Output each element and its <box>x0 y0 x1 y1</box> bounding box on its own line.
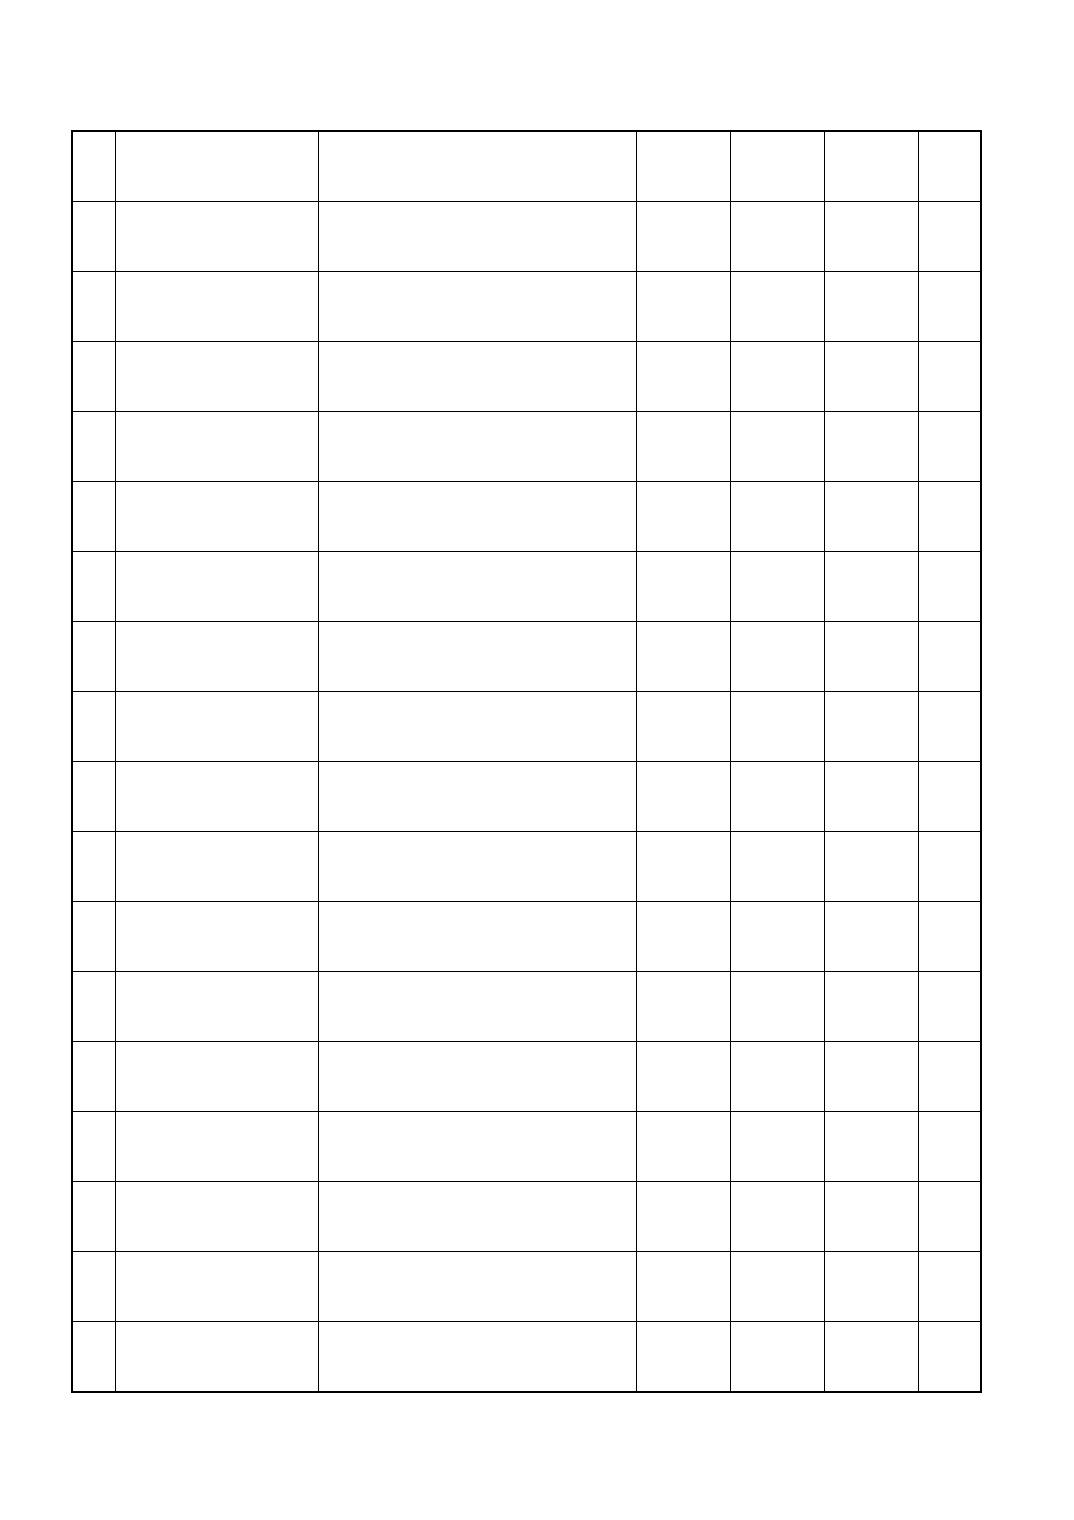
penalty-item-cell <box>318 622 636 692</box>
blank-cell <box>824 762 918 832</box>
time-limit-cell <box>730 552 824 622</box>
blank-cell <box>918 832 981 902</box>
time-limit-cell <box>730 692 824 762</box>
penalty-item-cell <box>318 1252 636 1322</box>
table-row <box>72 762 981 832</box>
blank-cell <box>918 412 981 482</box>
table-row <box>72 342 981 412</box>
department-cell <box>115 622 318 692</box>
table-row <box>72 552 981 622</box>
penalty-item-cell <box>318 412 636 482</box>
penalty-type-cell <box>636 1252 730 1322</box>
table-row <box>72 1252 981 1322</box>
time-limit-cell <box>730 832 824 902</box>
penalty-item-cell <box>318 552 636 622</box>
time-limit-cell <box>730 202 824 272</box>
time-limit-cell <box>730 131 824 202</box>
table-row <box>72 692 981 762</box>
row-number-cell <box>72 202 115 272</box>
time-limit-cell <box>730 1322 824 1393</box>
table-row <box>72 1182 981 1252</box>
penalty-item-cell <box>318 762 636 832</box>
blank-cell <box>824 272 918 342</box>
blank-cell <box>918 762 981 832</box>
penalty-item-cell <box>318 482 636 552</box>
penalty-item-cell <box>318 692 636 762</box>
blank-cell <box>918 272 981 342</box>
time-limit-cell <box>730 622 824 692</box>
blank-cell <box>824 1252 918 1322</box>
blank-cell <box>918 482 981 552</box>
blank-cell <box>824 902 918 972</box>
penalty-item-cell <box>318 342 636 412</box>
table-row <box>72 1322 981 1393</box>
penalty-type-cell <box>636 202 730 272</box>
penalty-type-cell <box>636 272 730 342</box>
penalty-item-cell <box>318 202 636 272</box>
blank-cell <box>824 832 918 902</box>
penalty-item-cell <box>318 1112 636 1182</box>
time-limit-cell <box>730 482 824 552</box>
table-row <box>72 412 981 482</box>
row-number-cell <box>72 1252 115 1322</box>
row-number-cell <box>72 131 115 202</box>
penalty-item-cell <box>318 1322 636 1393</box>
table-row <box>72 832 981 902</box>
blank-cell <box>824 972 918 1042</box>
penalty-type-cell <box>636 482 730 552</box>
row-number-cell <box>72 972 115 1042</box>
penalty-item-cell <box>318 832 636 902</box>
blank-cell <box>824 552 918 622</box>
department-cell <box>115 902 318 972</box>
row-number-cell <box>72 692 115 762</box>
penalty-type-cell <box>636 692 730 762</box>
department-cell <box>115 412 318 482</box>
blank-cell <box>824 482 918 552</box>
blank-cell <box>824 131 918 202</box>
penalty-type-cell <box>636 1042 730 1112</box>
table-row <box>72 902 981 972</box>
department-cell <box>115 202 318 272</box>
table-row <box>72 972 981 1042</box>
row-number-cell <box>72 1182 115 1252</box>
time-limit-cell <box>730 762 824 832</box>
blank-cell <box>824 342 918 412</box>
department-cell <box>115 972 318 1042</box>
department-cell <box>115 131 318 202</box>
penalty-type-cell <box>636 902 730 972</box>
department-cell <box>115 1182 318 1252</box>
time-limit-cell <box>730 1042 824 1112</box>
penalty-type-cell <box>636 1322 730 1393</box>
penalty-type-cell <box>636 1112 730 1182</box>
time-limit-cell <box>730 972 824 1042</box>
blank-cell <box>918 1252 981 1322</box>
time-limit-cell <box>730 1112 824 1182</box>
blank-cell <box>918 622 981 692</box>
department-cell <box>115 552 318 622</box>
penalty-item-cell <box>318 902 636 972</box>
blank-cell <box>918 692 981 762</box>
penalty-items-table <box>71 130 982 1393</box>
penalty-type-cell <box>636 762 730 832</box>
blank-cell <box>918 131 981 202</box>
blank-cell <box>918 342 981 412</box>
blank-cell <box>824 202 918 272</box>
blank-cell <box>824 1182 918 1252</box>
department-cell <box>115 1112 318 1182</box>
time-limit-cell <box>730 1182 824 1252</box>
penalty-item-cell <box>318 131 636 202</box>
table-row <box>72 131 981 202</box>
penalty-type-cell <box>636 832 730 902</box>
row-number-cell <box>72 902 115 972</box>
row-number-cell <box>72 832 115 902</box>
penalty-item-cell <box>318 272 636 342</box>
blank-cell <box>918 202 981 272</box>
blank-cell <box>918 1182 981 1252</box>
penalty-item-cell <box>318 1182 636 1252</box>
row-number-cell <box>72 412 115 482</box>
penalty-type-cell <box>636 972 730 1042</box>
table-row <box>72 1042 981 1112</box>
department-cell <box>115 1252 318 1322</box>
penalty-item-cell <box>318 972 636 1042</box>
table-row <box>72 202 981 272</box>
penalty-item-cell <box>318 1042 636 1112</box>
penalty-type-cell <box>636 552 730 622</box>
blank-cell <box>918 1042 981 1112</box>
penalty-type-cell <box>636 342 730 412</box>
row-number-cell <box>72 342 115 412</box>
row-number-cell <box>72 272 115 342</box>
blank-cell <box>824 1322 918 1393</box>
department-cell <box>115 692 318 762</box>
time-limit-cell <box>730 412 824 482</box>
table-row <box>72 272 981 342</box>
department-cell <box>115 832 318 902</box>
penalty-type-cell <box>636 412 730 482</box>
department-cell <box>115 1042 318 1112</box>
blank-cell <box>918 972 981 1042</box>
blank-cell <box>918 1112 981 1182</box>
penalty-type-cell <box>636 131 730 202</box>
department-cell <box>115 762 318 832</box>
table-row <box>72 1112 981 1182</box>
department-cell <box>115 342 318 412</box>
row-number-cell <box>72 622 115 692</box>
table-row <box>72 622 981 692</box>
table-row <box>72 482 981 552</box>
department-cell <box>115 272 318 342</box>
penalty-type-cell <box>636 622 730 692</box>
row-number-cell <box>72 1322 115 1393</box>
department-cell <box>115 482 318 552</box>
blank-cell <box>824 1112 918 1182</box>
table-body <box>72 131 981 1392</box>
blank-cell <box>918 902 981 972</box>
blank-cell <box>918 1322 981 1393</box>
department-cell <box>115 1322 318 1393</box>
row-number-cell <box>72 1112 115 1182</box>
blank-cell <box>918 552 981 622</box>
time-limit-cell <box>730 272 824 342</box>
blank-cell <box>824 622 918 692</box>
row-number-cell <box>72 482 115 552</box>
blank-cell <box>824 412 918 482</box>
penalty-type-cell <box>636 1182 730 1252</box>
row-number-cell <box>72 1042 115 1112</box>
time-limit-cell <box>730 902 824 972</box>
time-limit-cell <box>730 1252 824 1322</box>
time-limit-cell <box>730 342 824 412</box>
blank-cell <box>824 1042 918 1112</box>
blank-cell <box>824 692 918 762</box>
row-number-cell <box>72 552 115 622</box>
row-number-cell <box>72 762 115 832</box>
